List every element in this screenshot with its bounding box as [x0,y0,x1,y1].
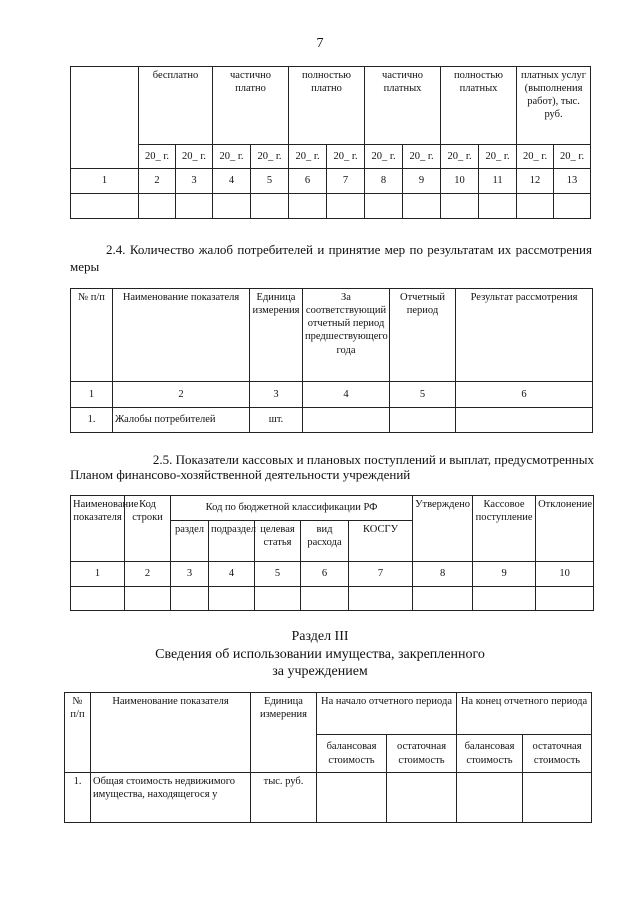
column-number: 1 [71,382,113,408]
section-2-5-heading-line1: 2.5. Показатели кассовых и плановых поступлений и выплат, предусмотренных [152,452,594,467]
column-number: 8 [413,562,473,587]
column-number: 6 [301,562,349,587]
column-number: 11 [479,169,517,194]
header-residual-end: остаточная стоимость [523,735,592,773]
header-fully-paid: полностью платно [289,67,365,145]
services-table [70,66,591,219]
column-number: 5 [255,562,301,587]
header-section: раздел [171,521,209,562]
header-paid-services: платных услуг (выполнения работ), тыс. руб. [517,67,591,145]
column-number: 6 [289,169,327,194]
column-number: 6 [456,382,593,408]
row-name: Общая стоимость недвижимого имущества, находящегося у [91,773,251,823]
column-number: 4 [303,382,390,408]
header-num: № п/п [71,289,113,382]
column-number: 4 [209,562,255,587]
year-cell: 20_ г. [554,145,591,169]
section-3-subtitle-line2: за учреждением [272,664,368,679]
header-prev-period: За соответствующий отчетный период предшествующего года [303,289,390,382]
header-unit: Единица измерения [251,693,317,773]
header-cash: Кассовое поступление [473,496,536,562]
column-number: 2 [113,382,250,408]
column-number: 7 [327,169,365,194]
header-unit: Единица измерения [250,289,303,382]
header-balance-end: балансовая стоимость [457,735,523,773]
header-budget-classification: Код по бюджетной классификации РФ [171,496,413,521]
header-expense-type: вид расхода [301,521,349,562]
page-number: 7 [316,36,324,51]
year-cell: 20_ г. [365,145,403,169]
year-cell: 20_ г. [176,145,213,169]
column-number: 5 [251,169,289,194]
header-name: Наименование показателя [91,693,251,773]
year-cell: 20_ г. [517,145,554,169]
column-number: 12 [517,169,554,194]
row-number: 1. [65,773,91,823]
column-number: 3 [176,169,213,194]
section-3-subtitle-line1: Сведения об использовании имущества, закрепленного [155,647,485,662]
year-cell: 20_ г. [289,145,327,169]
row-number: 1. [71,408,113,433]
year-cell: 20_ г. [213,145,251,169]
header-num: № п/п [65,693,91,773]
year-cell: 20_ г. [251,145,289,169]
header-approved: Утверждено [413,496,473,562]
column-number: 8 [365,169,403,194]
column-number: 13 [554,169,591,194]
row-name: Жалобы потребителей [113,408,250,433]
column-number: 7 [349,562,413,587]
header-code: Код строки [125,496,171,562]
column-number: 9 [473,562,536,587]
property-table [64,692,592,823]
year-cell: 20_ г. [327,145,365,169]
section-3-title: Раздел III [291,629,349,644]
header-name: Наименование показателя [71,496,125,562]
header-deviation: Отклонение [536,496,594,562]
column-number: 5 [390,382,456,408]
header-residual-start: остаточная стоимость [387,735,457,773]
header-target-article: целевая статья [255,521,301,562]
header-start-period: На начало отчетного периода [317,693,457,735]
column-number: 10 [441,169,479,194]
year-cell: 20_ г. [479,145,517,169]
column-number: 10 [536,562,594,587]
cash-flow-table [70,495,594,611]
blank-header-cell [71,67,139,169]
year-cell: 20_ г. [403,145,441,169]
header-free: бесплатно [139,67,213,145]
row-unit: шт. [250,408,303,433]
column-number: 3 [250,382,303,408]
complaints-table [70,288,593,433]
header-subsection: подраздел [209,521,255,562]
column-number: 1 [71,562,125,587]
year-cell: 20_ г. [441,145,479,169]
column-number: 4 [213,169,251,194]
column-number: 3 [171,562,209,587]
header-partly-paid-count: частично платных [365,67,441,145]
header-report-period: Отчетный период [390,289,456,382]
header-balance-start: балансовая стоимость [317,735,387,773]
column-number: 1 [71,169,139,194]
header-result: Результат рассмотрения [456,289,593,382]
column-number: 9 [403,169,441,194]
column-number: 2 [139,169,176,194]
year-cell: 20_ г. [139,145,176,169]
row-unit: тыс. руб. [251,773,317,823]
header-fully-paid-count: полностью платных [441,67,517,145]
header-name: Наименование показателя [113,289,250,382]
column-number: 2 [125,562,171,587]
header-kosgu: КОСГУ [349,521,413,562]
header-partly-paid: частично платно [213,67,289,145]
section-2-5-heading-line2: Планом финансово-хозяйственной деятельности учреждений [70,467,411,482]
header-end-period: На конец отчетного периода [457,693,592,735]
section-2-4-heading: 2.4. Количество жалоб потребителей и принятие мер по результатам их рассмотрения меры [70,242,592,274]
